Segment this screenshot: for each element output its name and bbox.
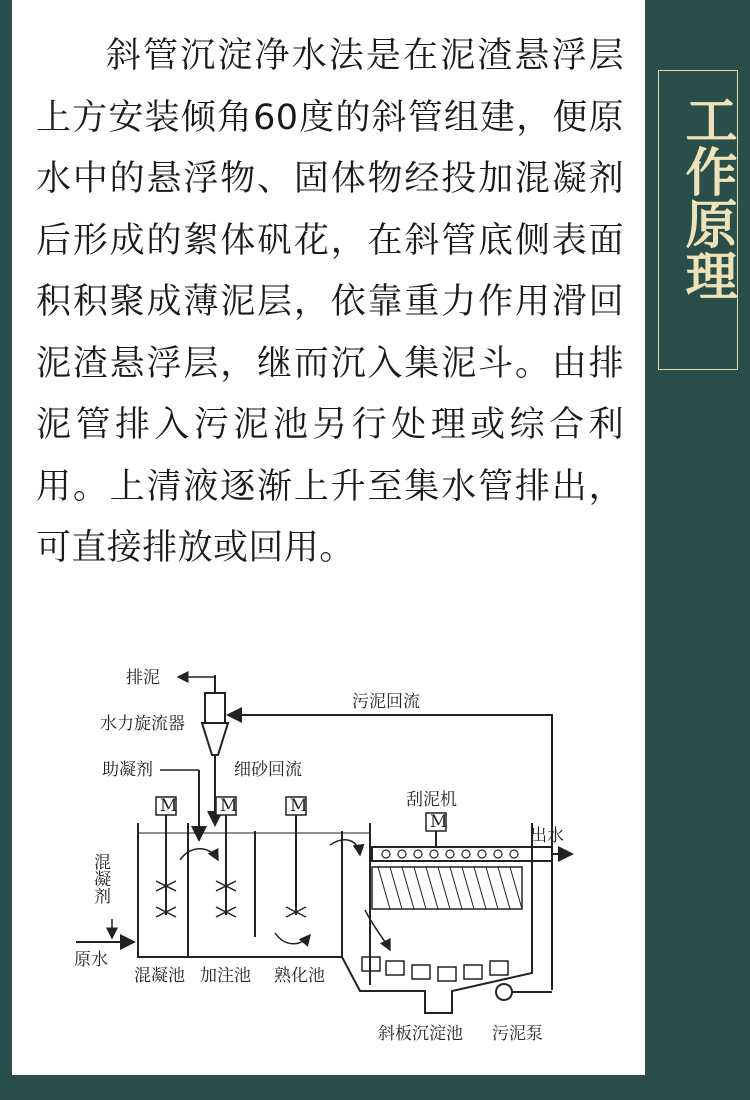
description-text: 斜管沉淀净水法是在泥渣悬浮层上方安装倾角60度的斜管组建，便原水中的悬浮物、固体物经投加混凝剂后形成的絮体矾花，在斜管底侧表面积积聚成薄泥层，依靠重力作用滑回泥渣悬浮层，继而沉入集泥斗。由排泥管排入污泥池另行处理或综合利用。上清液逐渐上升至集水管排出，可直接排放或回用。	[36, 36, 624, 568]
motor-label: M	[160, 796, 178, 816]
sludge-pump	[496, 984, 512, 1000]
section-title-box	[658, 70, 738, 370]
process-diagram	[60, 655, 580, 1055]
label-water-out: 出水	[530, 826, 564, 846]
label-inject-tank: 加注池	[200, 966, 251, 986]
label-coag-tank: 混凝池	[134, 966, 185, 986]
motor-label: M	[290, 796, 308, 816]
label-mature-tank: 熟化池	[274, 966, 325, 986]
motor-label: M	[430, 812, 448, 832]
hydrocyclone	[205, 693, 225, 723]
label-coagulant: 混凝剂	[90, 853, 110, 904]
label-sludge-out: 排泥	[126, 668, 160, 688]
label-raw-water: 原水	[74, 950, 108, 970]
tank-outline	[138, 823, 532, 1013]
label-settle-tank: 斜板沉淀池	[378, 1024, 463, 1044]
label-sludge-pump: 污泥泵	[492, 1024, 543, 1044]
section-title: 工作原理	[676, 93, 736, 301]
label-sludge-return: 污泥回流	[352, 692, 420, 712]
label-fine-sand-return: 细砂回流	[234, 760, 302, 780]
motor-label: M	[220, 796, 238, 816]
label-flocculant-aid: 助凝剂	[102, 760, 153, 780]
label-scraper: 刮泥机	[406, 790, 457, 810]
label-hydrocyclone: 水力旋流器	[100, 714, 185, 734]
